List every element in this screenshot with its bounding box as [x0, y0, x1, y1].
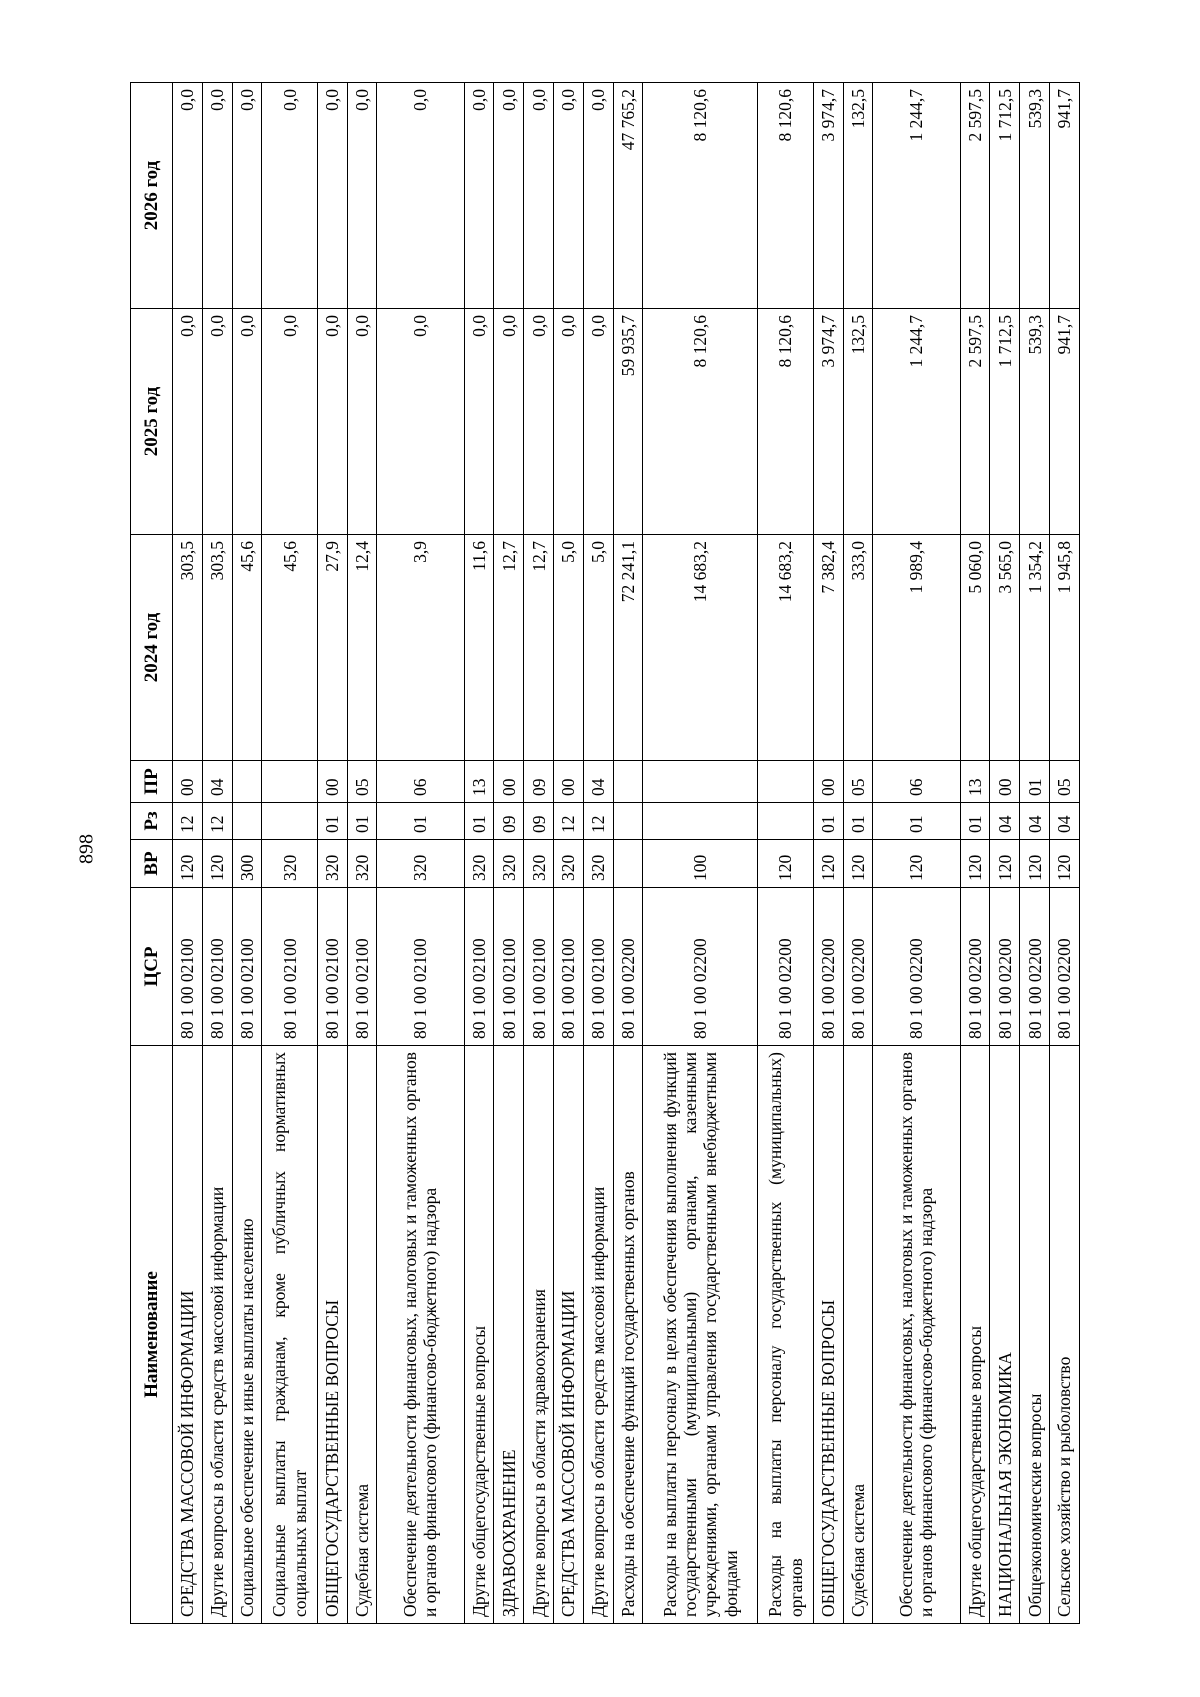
- row-pr: [758, 761, 813, 803]
- row-vr: 320: [464, 840, 494, 888]
- row-2026: 0,0: [232, 83, 262, 309]
- row-name: Другие вопросы в области средств массовой информации: [202, 1046, 232, 1624]
- row-vr: 320: [524, 840, 554, 888]
- row-csr: 80 1 00 02200: [873, 888, 960, 1046]
- row-rz: 01: [317, 803, 347, 840]
- row-2026: 132,5: [843, 83, 873, 309]
- row-2026: 0,0: [262, 83, 317, 309]
- header-rz: Рз: [131, 803, 173, 840]
- row-pr: [613, 761, 643, 803]
- row-2024: 333,0: [843, 535, 873, 761]
- row-pr: 05: [347, 761, 377, 803]
- row-2024: 303,5: [173, 535, 203, 761]
- table-row: [232, 83, 262, 1624]
- row-2025: 132,5: [843, 309, 873, 535]
- row-csr: 80 1 00 02100: [232, 888, 262, 1046]
- row-2024: 1 354,2: [1020, 535, 1050, 761]
- table-row: [758, 83, 813, 1624]
- row-csr: 80 1 00 02100: [583, 888, 613, 1046]
- row-rz: 01: [377, 803, 464, 840]
- row-name: ЗДРАВООХРАНЕНИЕ: [494, 1046, 524, 1624]
- row-2024: 3,9: [377, 535, 464, 761]
- table-row: [554, 83, 584, 1624]
- row-vr: 100: [643, 840, 758, 888]
- row-2025: 0,0: [554, 309, 584, 535]
- row-2024: 7 382,4: [813, 535, 843, 761]
- row-name: Судебная система: [843, 1046, 873, 1624]
- row-rz: [643, 803, 758, 840]
- row-2024: 12,4: [347, 535, 377, 761]
- table-row: [494, 83, 524, 1624]
- row-rz: [232, 803, 262, 840]
- row-name: Расходы на обеспечение функций государственных органов: [613, 1046, 643, 1624]
- row-csr: 80 1 00 02200: [843, 888, 873, 1046]
- row-rz: 01: [464, 803, 494, 840]
- row-2025: 0,0: [262, 309, 317, 535]
- table-row: [1020, 83, 1050, 1624]
- row-vr: 320: [583, 840, 613, 888]
- row-csr: 80 1 00 02100: [377, 888, 464, 1046]
- row-rz: 01: [960, 803, 990, 840]
- row-rz: 01: [347, 803, 377, 840]
- row-csr: 80 1 00 02200: [990, 888, 1020, 1046]
- row-name: СРЕДСТВА МАССОВОЙ ИНФОРМАЦИИ: [173, 1046, 203, 1624]
- table-row: [202, 83, 232, 1624]
- row-2025: 0,0: [202, 309, 232, 535]
- row-pr: 06: [377, 761, 464, 803]
- budget-table: [130, 82, 1080, 1624]
- row-vr: 320: [377, 840, 464, 888]
- row-pr: [232, 761, 262, 803]
- row-2025: 8 120,6: [758, 309, 813, 535]
- header-pr: ПР: [131, 761, 173, 803]
- row-pr: 00: [173, 761, 203, 803]
- row-rz: 04: [990, 803, 1020, 840]
- row-2025: 941,7: [1049, 309, 1079, 535]
- row-pr: 04: [583, 761, 613, 803]
- row-2024: 5 060,0: [960, 535, 990, 761]
- row-2026: 0,0: [583, 83, 613, 309]
- row-rz: 12: [583, 803, 613, 840]
- row-rz: 01: [843, 803, 873, 840]
- table-row: [643, 83, 758, 1624]
- row-vr: 320: [554, 840, 584, 888]
- header-2026: 2026 год: [131, 83, 173, 309]
- row-2026: 3 974,7: [813, 83, 843, 309]
- row-2025: 1 244,7: [873, 309, 960, 535]
- row-2025: 0,0: [232, 309, 262, 535]
- row-csr: 80 1 00 02100: [347, 888, 377, 1046]
- header-vr: ВР: [131, 840, 173, 888]
- row-name: Другие вопросы в области здравоохранения: [524, 1046, 554, 1624]
- row-rz: 04: [1049, 803, 1079, 840]
- row-vr: 300: [232, 840, 262, 888]
- row-2024: 5,0: [583, 535, 613, 761]
- table-row: [583, 83, 613, 1624]
- row-vr: 120: [1020, 840, 1050, 888]
- row-rz: 01: [873, 803, 960, 840]
- row-2024: 72 241,1: [613, 535, 643, 761]
- row-name: Другие вопросы в области средств массовой информации: [583, 1046, 613, 1624]
- table-row: [1049, 83, 1079, 1624]
- row-2024: 3 565,0: [990, 535, 1020, 761]
- row-vr: 120: [990, 840, 1020, 888]
- row-vr: 320: [262, 840, 317, 888]
- row-pr: [643, 761, 758, 803]
- table-row: [960, 83, 990, 1624]
- row-2026: 47 765,2: [613, 83, 643, 309]
- row-csr: 80 1 00 02200: [1049, 888, 1079, 1046]
- table-row: [524, 83, 554, 1624]
- row-2026: 0,0: [464, 83, 494, 309]
- row-rz: [758, 803, 813, 840]
- row-name: Судебная система: [347, 1046, 377, 1624]
- row-rz: [613, 803, 643, 840]
- row-csr: 80 1 00 02100: [524, 888, 554, 1046]
- row-pr: 13: [960, 761, 990, 803]
- row-pr: 00: [554, 761, 584, 803]
- row-2024: 12,7: [524, 535, 554, 761]
- row-rz: 09: [524, 803, 554, 840]
- table-row: [347, 83, 377, 1624]
- row-pr: [262, 761, 317, 803]
- row-name: Расходы на выплаты персоналу в целях обеспечения выполнения функций государственными (муниципальными) органами, казенными учреждениями, органами управления государственными внебюджетными фондами: [643, 1046, 758, 1624]
- row-name: Сельское хозяйство и рыболовство: [1049, 1046, 1079, 1624]
- row-name: Социальное обеспечение и иные выплаты населению: [232, 1046, 262, 1624]
- row-2024: 27,9: [317, 535, 347, 761]
- header-name: Наименование: [131, 1046, 173, 1624]
- row-pr: 04: [202, 761, 232, 803]
- row-csr: 80 1 00 02200: [613, 888, 643, 1046]
- row-name: ОБЩЕГОСУДАРСТВЕННЫЕ ВОПРОСЫ: [813, 1046, 843, 1624]
- row-pr: 00: [813, 761, 843, 803]
- row-2025: 0,0: [377, 309, 464, 535]
- row-pr: 06: [873, 761, 960, 803]
- row-csr: 80 1 00 02200: [758, 888, 813, 1046]
- row-csr: 80 1 00 02100: [317, 888, 347, 1046]
- row-2025: 539,3: [1020, 309, 1050, 535]
- row-vr: 120: [173, 840, 203, 888]
- row-pr: 01: [1020, 761, 1050, 803]
- row-2024: 45,6: [232, 535, 262, 761]
- header-csr: ЦСР: [131, 888, 173, 1046]
- row-csr: 80 1 00 02200: [643, 888, 758, 1046]
- row-2024: 45,6: [262, 535, 317, 761]
- table-row: [464, 83, 494, 1624]
- row-2026: 0,0: [347, 83, 377, 309]
- row-vr: 320: [494, 840, 524, 888]
- row-csr: 80 1 00 02100: [464, 888, 494, 1046]
- row-2025: 0,0: [524, 309, 554, 535]
- row-vr: [613, 840, 643, 888]
- row-rz: 04: [1020, 803, 1050, 840]
- row-2026: 1 244,7: [873, 83, 960, 309]
- row-pr: 05: [843, 761, 873, 803]
- row-2025: 2 597,5: [960, 309, 990, 535]
- row-2026: 2 597,5: [960, 83, 990, 309]
- row-name: Общеэкономические вопросы: [1020, 1046, 1050, 1624]
- row-csr: 80 1 00 02100: [554, 888, 584, 1046]
- row-2026: 1 712,5: [990, 83, 1020, 309]
- row-csr: 80 1 00 02100: [494, 888, 524, 1046]
- table-row: [990, 83, 1020, 1624]
- row-2024: 12,7: [494, 535, 524, 761]
- row-vr: 120: [758, 840, 813, 888]
- row-2025: 0,0: [494, 309, 524, 535]
- row-2026: 0,0: [202, 83, 232, 309]
- row-pr: 00: [317, 761, 347, 803]
- row-vr: 320: [317, 840, 347, 888]
- row-name: Социальные выплаты гражданам, кроме публичных нормативных социальных выплат: [262, 1046, 317, 1624]
- table-row: [173, 83, 203, 1624]
- table-row: [813, 83, 843, 1624]
- row-name: Другие общегосударственные вопросы: [960, 1046, 990, 1624]
- row-2024: 1 945,8: [1049, 535, 1079, 761]
- row-name: Другие общегосударственные вопросы: [464, 1046, 494, 1624]
- row-pr: 05: [1049, 761, 1079, 803]
- table-row: [262, 83, 317, 1624]
- row-rz: 09: [494, 803, 524, 840]
- row-2025: 0,0: [317, 309, 347, 535]
- row-name: ОБЩЕГОСУДАРСТВЕННЫЕ ВОПРОСЫ: [317, 1046, 347, 1624]
- row-2024: 303,5: [202, 535, 232, 761]
- table-row: [317, 83, 347, 1624]
- row-2025: 0,0: [464, 309, 494, 535]
- row-2026: 8 120,6: [758, 83, 813, 309]
- row-2026: 941,7: [1049, 83, 1079, 309]
- row-rz: 12: [554, 803, 584, 840]
- row-2025: 3 974,7: [813, 309, 843, 535]
- header-2024: 2024 год: [131, 535, 173, 761]
- row-2025: 59 935,7: [613, 309, 643, 535]
- row-2024: 1 989,4: [873, 535, 960, 761]
- table-row: [843, 83, 873, 1624]
- row-pr: 00: [494, 761, 524, 803]
- row-rz: 12: [202, 803, 232, 840]
- row-2026: 0,0: [317, 83, 347, 309]
- row-2026: 8 120,6: [643, 83, 758, 309]
- row-2024: 14 683,2: [758, 535, 813, 761]
- row-csr: 80 1 00 02200: [960, 888, 990, 1046]
- row-vr: 120: [813, 840, 843, 888]
- row-name: НАЦИОНАЛЬНАЯ ЭКОНОМИКА: [990, 1046, 1020, 1624]
- row-vr: 120: [1049, 840, 1079, 888]
- row-csr: 80 1 00 02100: [173, 888, 203, 1046]
- row-csr: 80 1 00 02100: [202, 888, 232, 1046]
- page-number: 898: [75, 834, 98, 864]
- row-csr: 80 1 00 02200: [1020, 888, 1050, 1046]
- row-2025: 0,0: [347, 309, 377, 535]
- row-2025: 8 120,6: [643, 309, 758, 535]
- table-row: [873, 83, 960, 1624]
- table-row: [377, 83, 464, 1624]
- row-name: Расходы на выплаты персоналу государственных (муниципальных) органов: [758, 1046, 813, 1624]
- row-2026: 0,0: [173, 83, 203, 309]
- row-2026: 0,0: [524, 83, 554, 309]
- row-vr: 120: [873, 840, 960, 888]
- table-row: [613, 83, 643, 1624]
- row-rz: 12: [173, 803, 203, 840]
- row-vr: 320: [347, 840, 377, 888]
- row-csr: 80 1 00 02200: [813, 888, 843, 1046]
- row-pr: 09: [524, 761, 554, 803]
- row-pr: 00: [990, 761, 1020, 803]
- row-vr: 120: [960, 840, 990, 888]
- row-2026: 0,0: [494, 83, 524, 309]
- row-2025: 0,0: [583, 309, 613, 535]
- rotated-page-content: [130, 84, 1080, 1624]
- header-2025: 2025 год: [131, 309, 173, 535]
- row-2025: 1 712,5: [990, 309, 1020, 535]
- row-2026: 0,0: [554, 83, 584, 309]
- row-2024: 5,0: [554, 535, 584, 761]
- row-pr: 13: [464, 761, 494, 803]
- row-name: Обеспечение деятельности финансовых, налоговых и таможенных органов и органов финансового (финансово-бюджетного) надзора: [377, 1046, 464, 1624]
- row-name: Обеспечение деятельности финансовых, налоговых и таможенных органов и органов финансового (финансово-бюджетного) надзора: [873, 1046, 960, 1624]
- row-vr: 120: [202, 840, 232, 888]
- table-header-row: [131, 83, 173, 1624]
- row-vr: 120: [843, 840, 873, 888]
- row-rz: 01: [813, 803, 843, 840]
- row-csr: 80 1 00 02100: [262, 888, 317, 1046]
- row-2026: 0,0: [377, 83, 464, 309]
- row-2024: 11,6: [464, 535, 494, 761]
- row-2026: 539,3: [1020, 83, 1050, 309]
- row-rz: [262, 803, 317, 840]
- row-2025: 0,0: [173, 309, 203, 535]
- row-2024: 14 683,2: [643, 535, 758, 761]
- row-name: СРЕДСТВА МАССОВОЙ ИНФОРМАЦИИ: [554, 1046, 584, 1624]
